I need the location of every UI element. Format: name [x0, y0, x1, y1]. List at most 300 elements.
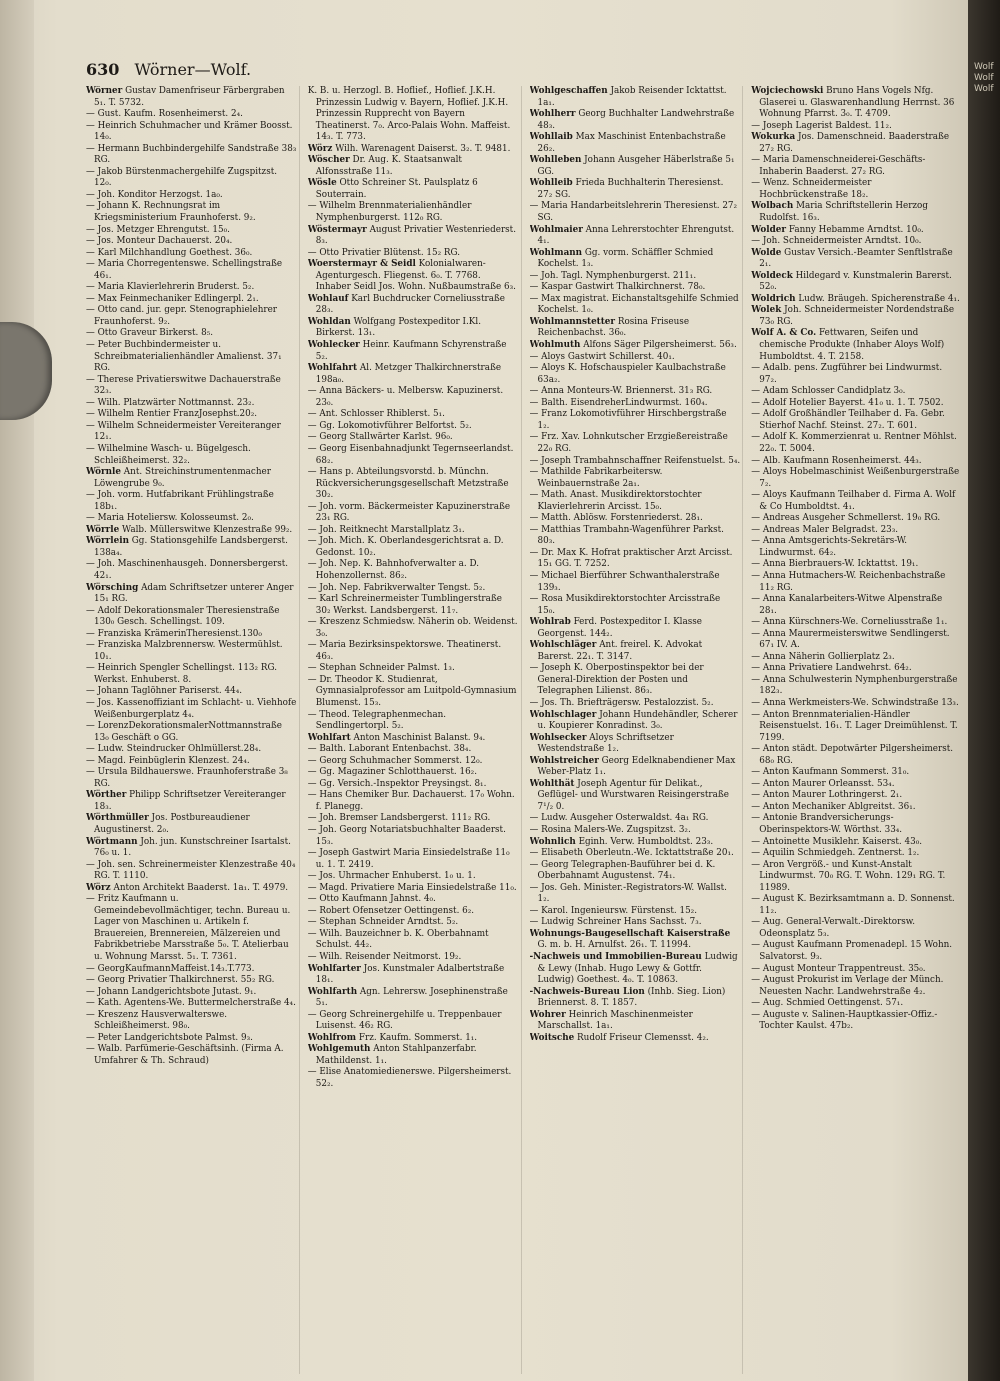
directory-entry [530, 1010, 741, 1033]
directory-entry [308, 733, 519, 745]
ditto-dash: — [751, 1009, 763, 1020]
ditto-dash: — [751, 963, 763, 974]
directory-entry [530, 698, 741, 710]
column-1 [86, 86, 300, 1374]
entry-text: Wilhelm Schneidermeister Vereiteranger 12₁. [94, 420, 281, 443]
directory-entry [308, 178, 519, 201]
directory-columns [86, 86, 964, 1376]
directory-entry [86, 1044, 297, 1067]
entry-text: Karol. Ingenieursw. Fürstenst. 15₂. [541, 905, 697, 916]
ditto-dash: — [86, 282, 98, 293]
directory-entry [86, 559, 297, 582]
entry-text: Matthias Trambahn-Wagenführer Parkst. 80₃. [537, 524, 724, 547]
ditto-dash: — [529, 663, 542, 674]
entry-text: Joh. Schneidermeister Nordendstraße 73₀ RG. [759, 305, 955, 327]
directory-entry [751, 248, 962, 271]
directory-entry [86, 629, 297, 641]
entry-text: Anna Kanalarbeiters-Witwe Alpenstraße 28₁. [759, 594, 943, 616]
entry-text: Georg Privatier Thalkirchnerst. 55₂ RG. [97, 975, 275, 986]
entry-text: Rudolf Friseur Clemensst. 4₂. [577, 1032, 709, 1043]
ditto-dash: — [86, 963, 98, 974]
directory-entry [530, 386, 741, 398]
entry-surname: Wohlgemuth [307, 1044, 371, 1055]
directory-entry [86, 375, 297, 398]
directory-entry [86, 860, 297, 883]
directory-entry [530, 86, 741, 109]
ditto-dash: — [529, 363, 542, 374]
ditto-dash: — [751, 998, 763, 1009]
entry-text: Otto cand. jur. gepr. Stenographielehrer Fraunhoferst. 9₂. [94, 305, 277, 327]
directory-entry [86, 721, 297, 744]
directory-entry [530, 432, 741, 455]
directory-entry [751, 940, 962, 963]
directory-entry [86, 583, 297, 606]
entry-text: G. m. b. H. Arnulfst. 26₁. T. 11994. [537, 940, 692, 951]
entry-text: Balth. Laborant Entenbachst. 38₄. [319, 744, 472, 755]
entry-text: Joseph Gastwirt Maria Einsiedelstraße 11₀ u. 1. T. 2419. [315, 848, 510, 870]
ditto-dash: — [307, 582, 320, 593]
directory-entry [751, 894, 962, 917]
entry-text: Anton Architekt Baaderst. 1a₁. T. 4979. [113, 882, 289, 893]
directory-entry [751, 860, 962, 895]
directory-entry [530, 513, 741, 525]
directory-entry [308, 617, 519, 640]
directory-entry [751, 617, 962, 629]
entry-text: Johann Landgerichtsbote Jutast. 9₁. [97, 986, 257, 997]
directory-entry [86, 305, 297, 328]
directory-entry [86, 490, 297, 513]
entry-surname: Wohldan [307, 316, 351, 327]
directory-entry [751, 456, 962, 468]
ditto-dash: — [529, 397, 542, 408]
entry-text: Joh. Konditor Herzogst. 1a₀. [97, 189, 223, 200]
ditto-dash: — [529, 409, 542, 420]
directory-entry [751, 975, 962, 998]
entry-surname: Wohlthät [529, 778, 575, 789]
ditto-dash: — [751, 813, 763, 824]
entry-text: Anna Werkmeisters-We. Schwindstraße 13₃. [762, 697, 959, 708]
entry-text: Auguste v. Salinen-Hauptkassier-Offiz.-Tochter Kaulst. 47b₂. [759, 1009, 938, 1032]
directory-entry [308, 710, 519, 733]
entry-text: Karl Buchdrucker Corneliusstraße 28₃. [315, 293, 506, 316]
ditto-dash: — [86, 975, 98, 986]
entry-text: Matth. Ablösw. Forstenriederst. 28₁. [541, 513, 703, 524]
directory-entry [751, 675, 962, 698]
ditto-dash: — [307, 952, 320, 963]
directory-entry [751, 490, 962, 513]
directory-entry [86, 1010, 297, 1033]
directory-entry [530, 178, 741, 201]
entry-surname: Wohlgeschaffen [529, 86, 608, 96]
ditto-dash: — [307, 928, 320, 939]
running-title: Wörner—Wolf. [134, 60, 252, 79]
ditto-dash: — [751, 651, 763, 662]
entry-text: Aloys Schriftsetzer Westendstraße 1₂. [537, 732, 674, 755]
directory-entry [308, 663, 519, 675]
entry-text: Ant. Streichinstrumentenmacher Löwengrube 9₀. [94, 467, 271, 489]
directory-entry [751, 155, 962, 178]
ditto-dash: — [86, 305, 98, 316]
entry-text: Fritz Kaufmann u. Gemeindebevollmächtiger, techn. Bureau u. Lager von Maschinen u. Artikeln f. Brauereien, Brennereien, Mälzereien und Fabrikbetriebe Marsstraße 5₀. T. Atelierbau u. Wohnung Marsst. 5₁. T. 7361. [94, 894, 291, 963]
entry-text: Elise Anatomiedienerswe. Pilgersheimerst. 52₂. [315, 1067, 512, 1090]
directory-entry [308, 248, 519, 260]
directory-entry [530, 525, 741, 548]
entry-text: Al. Metzger Thalkirchnerstraße 198a₀. [315, 363, 502, 385]
directory-entry [308, 201, 519, 224]
entry-text: Heinr. Kaufmann Schyrenstraße 5₂. [315, 340, 507, 362]
ditto-dash: — [86, 686, 98, 697]
directory-entry [308, 883, 519, 895]
ditto-dash: — [86, 340, 98, 351]
directory-entry [86, 837, 297, 860]
entry-surname: Woldrich [751, 293, 796, 304]
directory-entry [308, 964, 519, 987]
directory-entry [530, 225, 741, 248]
entry-surname: Wohlstreicher [529, 755, 599, 766]
entry-text: Alb. Kaufmann Rosenheimerst. 44₃. [762, 455, 922, 466]
directory-entry [308, 432, 519, 444]
ditto-dash: — [307, 559, 320, 570]
entry-text: Gg. Versich.-Inspektor Preysingst. 8₁. [319, 778, 487, 789]
entry-text: Frz. Kaufm. Sommerst. 1₁. [358, 1032, 478, 1043]
entry-text: Max Feinmechaniker Edlingerpl. 2₁. [97, 293, 259, 304]
directory-entry [751, 802, 962, 814]
directory-entry [308, 317, 519, 340]
directory-entry [86, 894, 297, 963]
directory-entry [86, 790, 297, 813]
entry-text: Aug. Schmied Oettingenst. 57₁. [762, 998, 904, 1009]
entry-text: Wilh. Bauzeichner b. K. Oberbahnamt Schulst. 44₂. [315, 928, 489, 951]
directory-entry [86, 190, 297, 202]
ditto-dash: — [307, 386, 320, 397]
directory-entry [86, 421, 297, 444]
entry-text: Frz. Xav. Lohnkutscher Erzgießereistraße 22₀ RG. [537, 432, 728, 454]
entry-text: Georg Telegraphen-Bauführer bei d. K. Oberbahnamt Augustenst. 74₁. [537, 859, 716, 882]
entry-text: Karl Schreinermeister Tumblingerstraße 30₂ Werkst. Landsbergerst. 11₇. [315, 594, 502, 616]
entry-text: Maria Bezirksinspektorswe. Theatinerst. 46₃. [315, 640, 502, 662]
directory-entry [308, 225, 519, 248]
directory-entry [86, 201, 297, 224]
directory-entry [751, 837, 962, 849]
entry-text: August Kaufmann Promenadepl. 15 Wohn. Salvatorst. 9₃. [759, 940, 953, 963]
entry-text: Therese Privatierswitwe Dachauerstraße 32₃. [94, 374, 281, 397]
directory-entry [308, 386, 519, 409]
ditto-dash: — [529, 432, 542, 443]
ditto-dash: — [529, 594, 542, 605]
directory-entry [530, 294, 741, 317]
entry-text: Aug. General-Verwalt.-Direktorsw. Odeonsplatz 5₃. [759, 917, 916, 939]
directory-entry [751, 629, 962, 652]
directory-entry [530, 201, 741, 224]
entry-surname: Wohlfahrt [307, 363, 358, 374]
entry-text: Adolf Dekorationsmaler Theresienstraße 130₀ Gesch. Schellingst. 109. [94, 605, 280, 628]
ditto-dash: — [751, 848, 763, 859]
entry-text: Ursula Bildhauerswe. Fraunhoferstraße 3₈ RG. [94, 767, 288, 789]
entry-text: Anton Brennmaterialien-Händler Reisenstuelst. 16₁. T. Lager Dreimühlenst. T. 7199. [759, 709, 958, 743]
entry-text: Adolf K. Kommerzienrat u. Rentner Möhlst. 22₀. T. 5004. [759, 432, 957, 454]
entry-text: Anna Bierbrauers-W. Icktattst. 19₁. [762, 559, 919, 570]
entry-text: Peter Buchbindermeister u. Schreibmaterialienhändler Amalienst. 37₁ RG. [94, 340, 282, 374]
ditto-dash: — [86, 663, 98, 674]
entry-text: Aquilin Schmiedgeh. Zentnerst. 1₂. [762, 848, 920, 859]
entry-text: Gustav Damenfriseur Färbergraben 5₁. T. 5732. [94, 86, 285, 108]
directory-entry [751, 513, 962, 525]
directory-entry [751, 767, 962, 779]
directory-entry [86, 640, 297, 663]
directory-entry [751, 698, 962, 710]
directory-entry [86, 744, 297, 756]
directory-entry [751, 744, 962, 767]
directory-entry [86, 259, 297, 282]
ditto-dash: — [307, 767, 320, 778]
directory-entry [308, 1044, 519, 1067]
entry-text: Joh. Georg Notariatsbuchhalter Baaderst. 15₃. [315, 825, 506, 847]
directory-entry [308, 640, 519, 663]
entry-surname: Wolbach [751, 201, 794, 212]
entry-surname: Wörsching [86, 582, 139, 593]
directory-entry [308, 144, 519, 156]
directory-entry [86, 606, 297, 629]
directory-entry [751, 363, 962, 386]
entry-text: Joh. sen. Schreinermeister Klenzestraße 40₄ RG. T. 1110. [94, 859, 296, 882]
entry-text: GeorgKaufmannMaffeist.14₃.T.773. [97, 963, 255, 974]
ditto-dash: — [307, 825, 320, 835]
ditto-dash: — [86, 986, 98, 997]
ditto-dash: — [529, 813, 542, 824]
entry-text: Joh. Maschinenhausgeh. Donnersbergerst. 42₁. [94, 559, 289, 581]
entry-text: Joh. vorm. Bäckermeister Kapuzinerstraße 23₁ RG. [315, 501, 511, 524]
directory-entry [308, 917, 519, 929]
directory-entry [751, 710, 962, 745]
entry-text: Franziska Malzbrennersw. Westermühlst. 10₁. [94, 640, 283, 662]
directory-entry [86, 767, 297, 790]
entry-text: Anton Maurer Lothringerst. 2₁. [762, 790, 903, 801]
directory-entry [751, 998, 962, 1010]
directory-entry [530, 594, 741, 617]
entry-text: Maria Schriftstellerin Herzog Rudolfst. 16₃. [759, 201, 928, 224]
ditto-dash: — [86, 109, 98, 120]
ditto-dash: — [529, 467, 542, 478]
directory-entry [751, 386, 962, 398]
directory-entry [751, 201, 962, 224]
directory-entry [308, 1033, 519, 1045]
entry-text: Ferd. Postexpeditor I. Klasse Georgenst. 144₂. [537, 617, 702, 639]
ditto-dash: — [529, 490, 542, 501]
entry-surname: Wörrlein [86, 536, 129, 547]
directory-entry [308, 871, 519, 883]
entry-text: Kreszenz Hausverwalterswe. Schleißheimerst. 98₀. [94, 1009, 228, 1032]
ditto-dash: — [751, 363, 763, 374]
ditto-dash: — [86, 767, 98, 778]
entry-text: Georg Stallwärter Karlst. 96₀. [319, 432, 453, 443]
directory-entry [751, 1010, 962, 1033]
ditto-dash: — [751, 778, 763, 789]
entry-text: K. B. u. Herzogl. B. Hoflief., Hoflief. J.K.H. Prinzessin Ludwig v. Bayern, Hoflief. J.K.H. Prinzessin Rupprecht von Bayern Theatinerst. 7₀. Arco-Palais Wohn. Maffeist. 14₃. T. 773. [307, 86, 511, 143]
directory-entry [751, 594, 962, 617]
entry-text: LorenzDekorationsmalerNottmannstraße 13₀ Geschäft o GG. [94, 721, 282, 743]
entry-text: Ludw. Ausgeher Osterwaldst. 4a₁ RG. [541, 813, 709, 824]
entry-text: Dr. Aug. K. Staatsanwalt Alfonsstraße 11₃. [315, 155, 462, 177]
entry-text: August Privatier Westenriederst. 8₃. [315, 224, 517, 247]
directory-entry [86, 756, 297, 768]
entry-surname: Wörther [86, 790, 127, 801]
ditto-dash: — [307, 247, 320, 258]
ditto-dash: — [751, 709, 763, 720]
ditto-dash: — [751, 801, 763, 812]
entry-text: Balth. EisendreherLindwurmst. 160₄. [541, 397, 708, 408]
directory-entry [530, 132, 741, 155]
entry-text: Jos. Postbureaudiener Augustinerst. 2₀. [94, 813, 250, 835]
ditto-dash: — [529, 905, 542, 916]
ditto-dash: — [751, 120, 763, 131]
directory-entry [530, 617, 741, 640]
entry-text: Anna Bäckers- u. Melbersw. Kapuzinerst. 23₀. [315, 386, 504, 408]
entry-text: Gustav Versich.-Beamter Senftlstraße 2₁. [759, 247, 953, 270]
directory-entry [86, 167, 297, 190]
directory-entry [751, 964, 962, 976]
entry-text: Hildegard v. Kunstmalerin Barerst. 52₀. [759, 270, 952, 293]
ditto-dash: — [751, 155, 763, 166]
entry-surname: Wohlmuth [529, 340, 581, 351]
directory-entry [530, 663, 741, 698]
entry-text: Fanny Hebamme Arndtst. 10₀. [788, 224, 924, 235]
directory-entry [751, 663, 962, 675]
ditto-dash: — [307, 432, 320, 443]
ditto-dash: — [751, 940, 763, 951]
entry-surname: Wohlherr [529, 109, 576, 120]
directory-entry [86, 698, 297, 721]
entry-text: Jos. Monteur Dachauerst. 20₄. [97, 236, 233, 247]
directory-entry [86, 225, 297, 237]
directory-entry [530, 813, 741, 825]
entry-text: Andreas Ausgeher Schmellerst. 19₀ RG. [762, 513, 941, 524]
directory-entry [751, 917, 962, 940]
directory-entry [308, 906, 519, 918]
directory-entry [308, 421, 519, 433]
entry-text: August Prokurist im Verlage der Münch. Neuesten Nachr. Landwehrstraße 4₂. [759, 975, 944, 997]
entry-surname: Wörtmann [86, 836, 138, 847]
ditto-dash: — [307, 536, 320, 547]
entry-text: Anna Hutmachers-W. Reichenbachstraße 11₂ RG. [759, 570, 946, 593]
directory-entry [86, 813, 297, 836]
directory-entry [530, 756, 741, 779]
ditto-dash: — [307, 420, 320, 431]
ditto-dash: — [86, 236, 98, 247]
directory-entry [530, 917, 741, 929]
ditto-dash: — [86, 998, 98, 1009]
ditto-dash: — [307, 848, 320, 859]
binding-tab [0, 322, 52, 420]
ditto-dash: — [86, 1044, 98, 1055]
directory-entry [308, 583, 519, 595]
entry-text: (Inhb. Sieg. Lion) Briennerst. 8. T. 1857. [537, 986, 726, 1009]
directory-entry [751, 813, 962, 836]
ditto-dash: — [751, 790, 763, 801]
ditto-dash: — [307, 778, 320, 789]
directory-entry [751, 328, 962, 363]
ditto-dash: — [86, 328, 98, 339]
entry-text: Math. Anast. Musikdirektorstochter Klavierlehrerin Arcisst. 15₀. [537, 490, 702, 512]
entry-text: Anton Kaufmann Sommerst. 31₀. [762, 767, 910, 778]
entry-text: Adam Schriftsetzer unterer Anger 15₁ RG. [94, 582, 294, 605]
entry-text: Maria Handarbeitslehrerin Theresienst. 27₂ SG. [537, 201, 738, 224]
entry-surname: Woerstermayr & Seidl [307, 259, 416, 270]
entry-text: Maria Chorregentenswe. Schellingstraße 46₁. [94, 259, 283, 281]
directory-entry [86, 998, 297, 1010]
entry-text: Joseph Trambahnschaffner Reifenstuelst. 5₄. [541, 455, 741, 466]
entry-text: Joseph Agentur für Delikat., Geflügel- und Wurstwaren Reisingerstraße 7¹/₂ 0. [537, 778, 729, 812]
entry-surname: Wolder [751, 224, 787, 235]
directory-entry [308, 848, 519, 871]
entry-text: Dr. Theodor K. Studienrat, Gymnasialprofessor am Luitpold-Gymnasium Blumenst. 15₃. [315, 674, 517, 708]
entry-text: Ludwig Schreiner Hans Sachsst. 7₃. [541, 917, 702, 928]
entry-surname: Wohnungs-Baugesellschaft Kaiserstraße [529, 928, 731, 939]
ditto-dash: — [751, 559, 763, 570]
directory-entry [308, 502, 519, 525]
directory-entry [530, 710, 741, 733]
directory-entry [751, 467, 962, 490]
entry-text: Maria Klavierlehrerin Bruderst. 5₂. [97, 282, 255, 293]
ditto-dash: — [86, 189, 98, 200]
entry-text: Walb. Parfümerie-Geschäftsinh. (Firma A. Umfahrer & Th. Schraud) [94, 1044, 284, 1066]
ditto-dash: — [86, 697, 98, 708]
ditto-dash: — [751, 617, 763, 628]
ditto-dash: — [307, 871, 320, 882]
ditto-dash: — [751, 674, 763, 685]
directory-entry [308, 1010, 519, 1033]
entry-text: Stephan Schneider Arndtst. 5₂. [319, 917, 459, 928]
ditto-dash: — [529, 282, 542, 293]
ditto-dash: — [529, 917, 542, 928]
directory-entry [751, 86, 962, 121]
ditto-dash: — [529, 351, 542, 362]
entry-surname: Wohnlich [529, 836, 576, 847]
entry-text: Joseph K. Oberpostinspektor bei der General-Direktion der Posten und Telegraphen Lilienst. 86₃. [537, 663, 704, 697]
directory-entry [751, 271, 962, 294]
ditto-dash: — [86, 1032, 98, 1043]
entry-text: Kath. Agentens-We. Buttermelcherstraße 4₄. [97, 998, 296, 1009]
ditto-dash: — [307, 663, 320, 674]
directory-entry [86, 536, 297, 559]
ditto-dash: — [751, 236, 763, 247]
directory-entry [530, 929, 741, 952]
ditto-dash: — [86, 559, 98, 570]
entry-text: Wilhelm Rentier FranzJosephst.20₂. [97, 409, 258, 420]
directory-entry [86, 121, 297, 144]
entry-surname: Woldeck [751, 270, 793, 281]
ditto-dash: — [86, 293, 98, 304]
entry-text: Johann Hundehändler, Scherer u. Koupierer Konradinst. 3₀. [537, 709, 738, 732]
entry-surname: -Nachweis und Immobilien-Bureau [529, 952, 702, 963]
entry-surname: Wolek [751, 305, 782, 316]
entry-surname: -Nachweis-Bureau Lion [529, 986, 645, 997]
directory-entry [530, 409, 741, 432]
entry-text: Heinrich Schuhmacher und Krämer Boosst. 14₀. [94, 120, 293, 143]
ditto-dash: — [751, 455, 763, 466]
directory-entry [308, 790, 519, 813]
directory-entry [530, 490, 741, 513]
entry-text: Anna Amtsgerichts-Sekretärs-W. Lindwurmst. 64₂. [759, 536, 908, 558]
entry-surname: Wörnle [86, 467, 121, 478]
directory-entry [308, 536, 519, 559]
directory-entry [751, 652, 962, 664]
directory-entry [530, 825, 741, 837]
directory-entry [530, 1033, 741, 1045]
page-spine-shadow [0, 0, 34, 1381]
entry-text: Theod. Telegraphenmechan. Sendlingertorpl. 5₂. [315, 709, 447, 732]
entry-text: Wilhelmine Wasch- u. Bügelgesch. Schleißheimerst. 32₂. [94, 443, 251, 466]
ditto-dash: — [751, 663, 763, 674]
